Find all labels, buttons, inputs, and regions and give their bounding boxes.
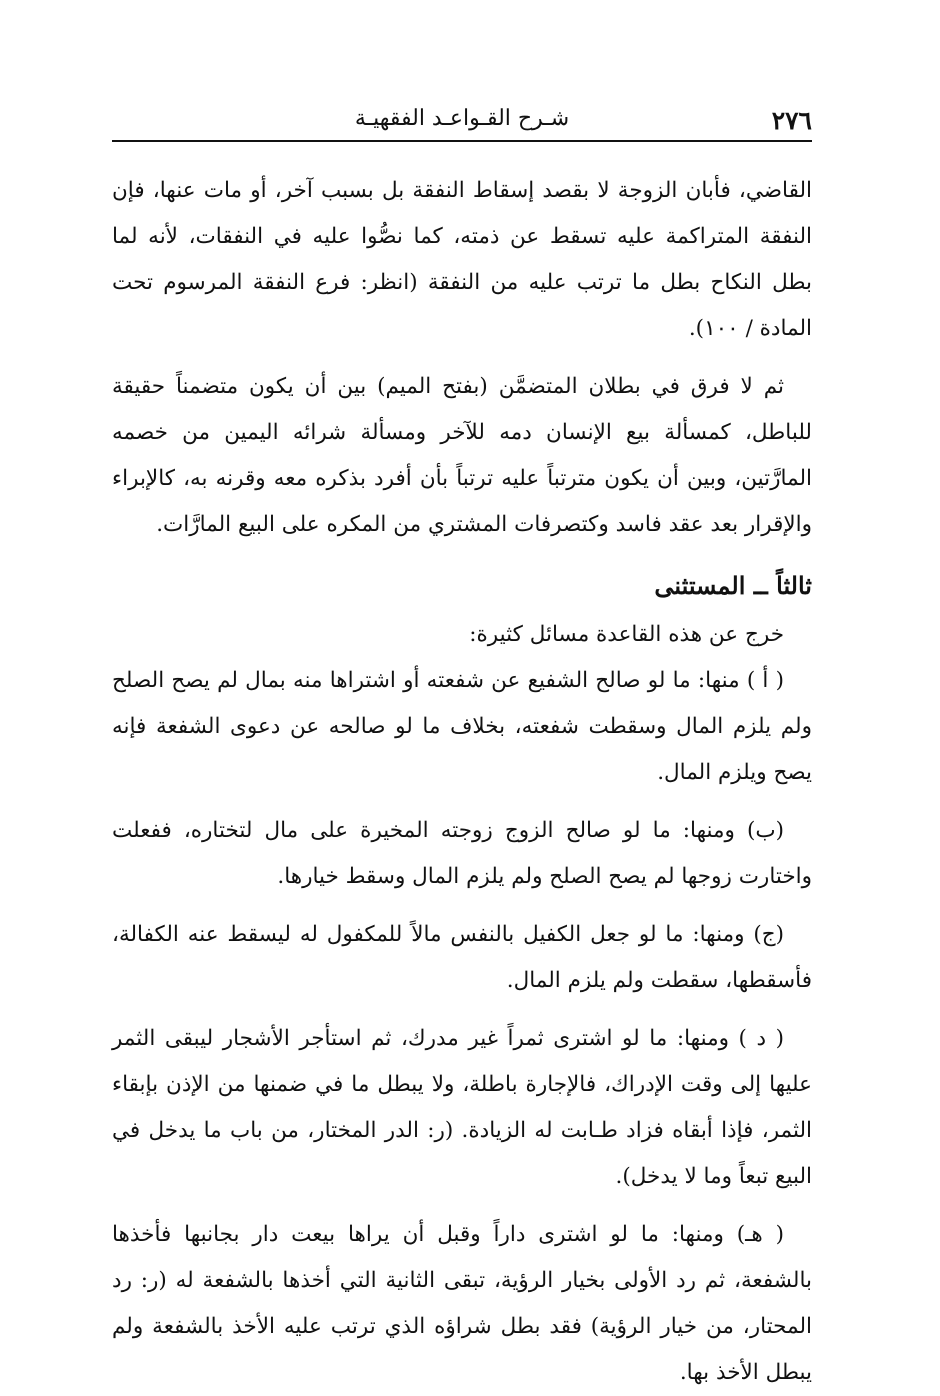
case-paragraph: ( هـ) ومنها: ما لو اشترى داراً وقبل أن يراها بيعت دار بجانبها فأخذها بالشفعة، ثم رد الأولى بخيار الرؤية، تبقى الثانية التي أخذها بالشفعة له (ر: رد المحتار، من خيار الرؤية) فقد بطل شراؤه الذي ترتب عليه الأخذ بالشفعة ولم يبطل الأخذ بها. [112, 1222, 812, 1385]
case-paragraph: (ب) ومنها: ما لو صالح الزوج زوجته المخيرة على مال لتختاره، ففعلت واختارت زوجها لم يصح الصلح ولم يلزم المال وسقط خيارها. [112, 818, 812, 889]
body-text [112, 168, 812, 1396]
case-paragraph: (ج) ومنها: ما لو جعل الكفيل بالنفس مالاً للمكفول له ليسقط عنه الكفالة، فأسقطها، سقطت ولم يلزم المال. [112, 922, 812, 993]
case-paragraph: ( أ ) منها: ما لو صالح الشفيع عن شفعته أو اشتراها منه بمال لم يصح الصلح ولم يلزم المال وسقطت شفعته، بخلاف ما لو صالحه عن دعوى الشفعة فإنه يصح ويلزم المال. [112, 668, 812, 785]
running-title: شـرح القـواعـد الفقهيـة [354, 106, 570, 131]
paragraph-continuation: القاضي، فأبان الزوجة لا بقصد إسقاط النفقة بل بسبب آخر، أو مات عنها، فإن النفقة المتراكمة عليه تسقط عن ذمته، كما نصُّوا عليه في النفقات، لأنه لما بطل النكاح بطل ما ترتب عليه من النفقة (انظر: فرع النفقة المرسوم تحت المادة / ١٠٠). [112, 178, 812, 341]
page-number: ٢٧٦ [771, 106, 812, 135]
page-header [112, 100, 812, 142]
section-heading: ثالثاً ــ المستثنى [654, 571, 812, 600]
section-intro: خرج عن هذه القاعدة مسائل كثيرة: [469, 622, 784, 647]
book-page [112, 100, 812, 1396]
paragraph: ثم لا فرق في بطلان المتضمَّن (بفتح الميم) بين أن يكون متضمناً حقيقة للباطل، كمسألة بيع الإنسان دمه للآخر ومسألة شرائه اليمين من خصمه المارَّتين، وبين أن يكون مترتباً عليه ترتباً بأن أفرد بذكره معه وقرنه به، كالإبراء والإقرار بعد عقد فاسد وكتصرفات المشتري من المكره على البيع المارَّات. [112, 374, 812, 537]
case-paragraph: ( د ) ومنها: ما لو اشترى ثمراً غير مدرك، ثم استأجر الأشجار ليبقى الثمر عليها إلى وقت الإدراك، فالإجارة باطلة، ولا يبطل ما في ضمنها من الإذن بإبقاء الثمر، فإذا أبقاه فزاد طـابت له الزيادة. (ر: الدر المختار، من باب ما يدخل في البيع تبعاً وما لا يدخل). [112, 1026, 812, 1189]
